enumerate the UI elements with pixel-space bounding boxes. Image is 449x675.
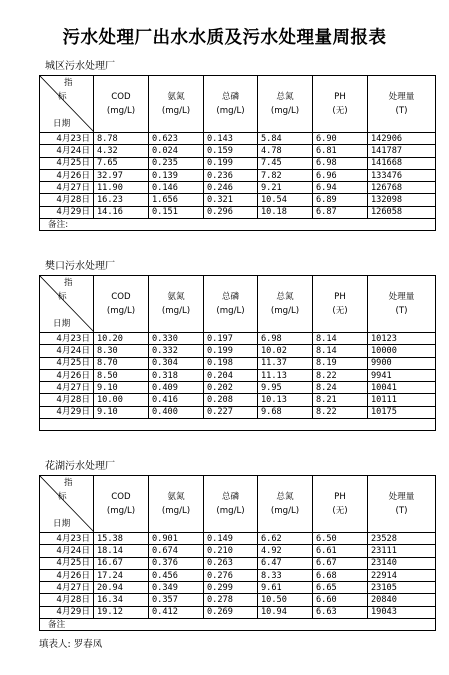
q-cell: 141668: [368, 157, 436, 169]
table-row: [40, 406, 436, 418]
cod-cell: 4.32: [94, 145, 149, 157]
q-cell: 22914: [368, 569, 436, 581]
tp-cell: 0.269: [204, 606, 258, 618]
cod-cell: 16.23: [94, 194, 149, 206]
tp-cell: 0.276: [204, 569, 258, 581]
table-row: [40, 569, 436, 581]
q-cell: 23111: [368, 545, 436, 557]
data-table: [39, 75, 436, 231]
nh-cell: 0.400: [149, 406, 204, 418]
cod-cell: 11.90: [94, 182, 149, 194]
tp-cell: 0.204: [204, 369, 258, 381]
date-cell: 4月24日: [40, 345, 94, 357]
column-name: 总磷: [221, 92, 240, 102]
column-header: [368, 476, 436, 533]
table-row: [40, 557, 436, 569]
nh-cell: 0.146: [149, 182, 204, 194]
q-cell: 126058: [368, 206, 436, 218]
cod-cell: 20.94: [94, 582, 149, 594]
column-header: [368, 276, 436, 333]
date-cell: 4月28日: [40, 394, 94, 406]
tn-cell: 11.37: [258, 357, 313, 369]
tp-cell: 0.263: [204, 557, 258, 569]
date-cell: 4月23日: [40, 133, 94, 145]
ph-cell: 8.24: [313, 382, 368, 394]
date-cell: 4月29日: [40, 406, 94, 418]
corner-label-mid: 标: [58, 92, 67, 102]
tn-cell: 4.78: [258, 145, 313, 157]
note-row: [40, 219, 436, 231]
tn-cell: 10.94: [258, 606, 313, 618]
tn-cell: 9.68: [258, 406, 313, 418]
ph-cell: 6.81: [313, 145, 368, 157]
q-cell: 10000: [368, 345, 436, 357]
header-row: [40, 76, 436, 133]
cod-cell: 18.14: [94, 545, 149, 557]
tp-cell: 0.197: [204, 333, 258, 345]
corner-label-bottom: 日期: [53, 119, 71, 129]
tn-cell: 5.84: [258, 133, 313, 145]
table-row: [40, 145, 436, 157]
tn-cell: 10.02: [258, 345, 313, 357]
ph-cell: 6.63: [313, 606, 368, 618]
corner-header: [40, 76, 94, 133]
tp-cell: 0.149: [204, 533, 258, 545]
nh-cell: 0.139: [149, 169, 204, 181]
table-row: [40, 545, 436, 557]
tn-cell: 11.13: [258, 369, 313, 381]
tn-cell: 10.50: [258, 594, 313, 606]
tn-cell: 9.95: [258, 382, 313, 394]
q-cell: 9900: [368, 357, 436, 369]
column-header: [258, 76, 313, 133]
table-row: [40, 594, 436, 606]
ph-cell: 6.90: [313, 133, 368, 145]
column-name: 氨氮: [167, 292, 185, 302]
tp-cell: 0.199: [204, 345, 258, 357]
column-unit: (T): [395, 306, 408, 316]
cod-cell: 8.30: [94, 345, 149, 357]
note-row: [40, 419, 436, 431]
q-cell: 9941: [368, 369, 436, 381]
tn-cell: 9.21: [258, 182, 313, 194]
nh-cell: 0.349: [149, 582, 204, 594]
column-header: [149, 276, 204, 333]
corner-header: [40, 476, 94, 533]
section-1: [39, 59, 435, 231]
column-unit: (无): [332, 106, 348, 116]
cod-cell: 17.24: [94, 569, 149, 581]
ph-cell: 6.67: [313, 557, 368, 569]
corner-label-bottom: 日期: [53, 319, 71, 329]
tn-cell: 6.62: [258, 533, 313, 545]
nh-cell: 0.376: [149, 557, 204, 569]
ph-cell: 6.98: [313, 157, 368, 169]
column-header: [313, 276, 368, 333]
tn-cell: 4.92: [258, 545, 313, 557]
tp-cell: 0.227: [204, 406, 258, 418]
tn-cell: 6.98: [258, 333, 313, 345]
ph-cell: 6.96: [313, 169, 368, 181]
table-row: [40, 206, 436, 218]
tp-cell: 0.321: [204, 194, 258, 206]
section-name: 樊口污水处理厂: [45, 261, 115, 272]
q-cell: 19043: [368, 606, 436, 618]
nh-cell: 0.024: [149, 145, 204, 157]
column-unit: (mg/L): [161, 106, 191, 116]
ph-cell: 6.65: [313, 582, 368, 594]
column-unit: (无): [332, 306, 348, 316]
column-header: [258, 276, 313, 333]
corner-label-bottom: 日期: [53, 519, 71, 529]
ph-cell: 8.22: [313, 406, 368, 418]
column-header: [204, 76, 258, 133]
cod-cell: 32.97: [94, 169, 149, 181]
date-cell: 4月27日: [40, 182, 94, 194]
nh-cell: 0.456: [149, 569, 204, 581]
column-unit: (mg/L): [106, 306, 136, 316]
column-header: [94, 476, 149, 533]
cod-cell: 19.12: [94, 606, 149, 618]
table-row: [40, 333, 436, 345]
header-row: [40, 276, 436, 333]
nh-cell: 0.901: [149, 533, 204, 545]
table-row: [40, 182, 436, 194]
section-3: [39, 459, 435, 631]
tn-cell: 10.54: [258, 194, 313, 206]
tp-cell: 0.246: [204, 182, 258, 194]
cod-cell: 15.38: [94, 533, 149, 545]
column-name: 处理量: [388, 292, 415, 302]
column-unit: (无): [332, 506, 348, 516]
date-cell: 4月25日: [40, 557, 94, 569]
nh-cell: 0.416: [149, 394, 204, 406]
column-unit: (mg/L): [161, 306, 191, 316]
column-header: [204, 276, 258, 333]
table-row: [40, 582, 436, 594]
nh-cell: 0.318: [149, 369, 204, 381]
column-name: 氨氮: [167, 92, 185, 102]
cod-cell: 8.78: [94, 133, 149, 145]
table-row: [40, 369, 436, 381]
cod-cell: 7.65: [94, 157, 149, 169]
ph-cell: 8.19: [313, 357, 368, 369]
section-2: [39, 259, 435, 431]
report-title: 污水处理厂出水水质及污水处理量周报表: [62, 28, 387, 48]
table-row: [40, 345, 436, 357]
nh-cell: 0.235: [149, 157, 204, 169]
tn-cell: 10.18: [258, 206, 313, 218]
cod-cell: 10.20: [94, 333, 149, 345]
tn-cell: 9.61: [258, 582, 313, 594]
nh-cell: 0.412: [149, 606, 204, 618]
nh-cell: 0.330: [149, 333, 204, 345]
cod-cell: 10.00: [94, 394, 149, 406]
tp-cell: 0.278: [204, 594, 258, 606]
tp-cell: 0.296: [204, 206, 258, 218]
ph-cell: 6.87: [313, 206, 368, 218]
filler-signature: 填表人: 罗春凤: [39, 639, 103, 650]
date-cell: 4月27日: [40, 382, 94, 394]
nh-cell: 0.151: [149, 206, 204, 218]
date-cell: 4月26日: [40, 569, 94, 581]
cod-cell: 8.70: [94, 357, 149, 369]
q-cell: 10111: [368, 394, 436, 406]
q-cell: 133476: [368, 169, 436, 181]
column-unit: (mg/L): [216, 306, 245, 316]
column-unit: (mg/L): [270, 106, 300, 116]
column-header: [149, 476, 204, 533]
column-unit: (T): [395, 506, 408, 516]
column-name: 处理量: [388, 92, 415, 102]
tp-cell: 0.236: [204, 169, 258, 181]
section-name: 城区污水处理厂: [45, 61, 115, 72]
column-name: COD: [111, 92, 131, 102]
column-unit: (mg/L): [106, 106, 136, 116]
date-cell: 4月29日: [40, 206, 94, 218]
tp-cell: 0.210: [204, 545, 258, 557]
table-row: [40, 157, 436, 169]
note-cell: [40, 419, 436, 431]
q-cell: 126768: [368, 182, 436, 194]
tp-cell: 0.202: [204, 382, 258, 394]
table-row: [40, 606, 436, 618]
tp-cell: 0.198: [204, 357, 258, 369]
table-row: [40, 194, 436, 206]
column-name: 总氮: [276, 292, 294, 302]
ph-cell: 8.21: [313, 394, 368, 406]
column-header: [313, 76, 368, 133]
nh-cell: 1.656: [149, 194, 204, 206]
cod-cell: 14.16: [94, 206, 149, 218]
table-row: [40, 382, 436, 394]
q-cell: 10041: [368, 382, 436, 394]
date-cell: 4月26日: [40, 169, 94, 181]
note-cell: 备注: [40, 619, 436, 631]
column-name: PH: [334, 92, 346, 102]
column-unit: (mg/L): [270, 306, 300, 316]
data-table: [39, 475, 436, 631]
ph-cell: 6.89: [313, 194, 368, 206]
column-header: [94, 276, 149, 333]
column-header: [204, 476, 258, 533]
column-unit: (mg/L): [106, 506, 136, 516]
date-cell: 4月23日: [40, 333, 94, 345]
data-table: [39, 275, 436, 431]
column-name: PH: [334, 492, 346, 502]
tp-cell: 0.199: [204, 157, 258, 169]
cod-cell: 9.10: [94, 406, 149, 418]
date-cell: 4月28日: [40, 194, 94, 206]
column-header: [149, 76, 204, 133]
tn-cell: 6.47: [258, 557, 313, 569]
column-name: PH: [334, 292, 346, 302]
q-cell: 23528: [368, 533, 436, 545]
q-cell: 10175: [368, 406, 436, 418]
corner-label-mid: 标: [58, 492, 67, 502]
column-unit: (T): [395, 106, 408, 116]
column-name: 总磷: [221, 492, 240, 502]
corner-label-top: 指: [64, 478, 73, 488]
corner-label-top: 指: [64, 78, 73, 88]
ph-cell: 6.61: [313, 545, 368, 557]
tn-cell: 7.45: [258, 157, 313, 169]
column-header: [313, 476, 368, 533]
cod-cell: 8.50: [94, 369, 149, 381]
note-cell: 备注:: [40, 219, 436, 231]
q-cell: 20840: [368, 594, 436, 606]
q-cell: 141787: [368, 145, 436, 157]
tp-cell: 0.208: [204, 394, 258, 406]
date-cell: 4月25日: [40, 357, 94, 369]
column-header: [94, 76, 149, 133]
table-row: [40, 357, 436, 369]
tp-cell: 0.143: [204, 133, 258, 145]
date-cell: 4月29日: [40, 606, 94, 618]
column-name: COD: [111, 292, 131, 302]
tn-cell: 10.13: [258, 394, 313, 406]
ph-cell: 6.60: [313, 594, 368, 606]
date-cell: 4月28日: [40, 594, 94, 606]
cod-cell: 16.67: [94, 557, 149, 569]
date-cell: 4月27日: [40, 582, 94, 594]
header-row: [40, 476, 436, 533]
column-unit: (mg/L): [270, 506, 300, 516]
nh-cell: 0.409: [149, 382, 204, 394]
q-cell: 142906: [368, 133, 436, 145]
ph-cell: 8.14: [313, 345, 368, 357]
nh-cell: 0.332: [149, 345, 204, 357]
date-cell: 4月24日: [40, 545, 94, 557]
note-row: [40, 619, 436, 631]
table-row: [40, 394, 436, 406]
date-cell: 4月24日: [40, 145, 94, 157]
corner-header: [40, 276, 94, 333]
column-name: 氨氮: [167, 492, 185, 502]
section-name: 花湖污水处理厂: [45, 461, 115, 472]
corner-label-top: 指: [64, 278, 73, 288]
corner-label-mid: 标: [58, 292, 67, 302]
date-cell: 4月25日: [40, 157, 94, 169]
column-name: 总氮: [276, 492, 294, 502]
ph-cell: 8.22: [313, 369, 368, 381]
column-unit: (mg/L): [216, 506, 245, 516]
q-cell: 10123: [368, 333, 436, 345]
cod-cell: 16.34: [94, 594, 149, 606]
column-unit: (mg/L): [161, 506, 191, 516]
column-header: [258, 476, 313, 533]
nh-cell: 0.674: [149, 545, 204, 557]
ph-cell: 6.94: [313, 182, 368, 194]
tn-cell: 7.82: [258, 169, 313, 181]
table-row: [40, 169, 436, 181]
nh-cell: 0.623: [149, 133, 204, 145]
ph-cell: 6.68: [313, 569, 368, 581]
q-cell: 23105: [368, 582, 436, 594]
column-name: 处理量: [388, 492, 415, 502]
column-name: 总氮: [276, 92, 294, 102]
tp-cell: 0.159: [204, 145, 258, 157]
column-header: [368, 76, 436, 133]
nh-cell: 0.304: [149, 357, 204, 369]
ph-cell: 6.50: [313, 533, 368, 545]
nh-cell: 0.357: [149, 594, 204, 606]
tn-cell: 8.33: [258, 569, 313, 581]
column-name: COD: [111, 492, 131, 502]
column-name: 总磷: [221, 292, 240, 302]
tp-cell: 0.299: [204, 582, 258, 594]
ph-cell: 8.14: [313, 333, 368, 345]
date-cell: 4月23日: [40, 533, 94, 545]
q-cell: 23140: [368, 557, 436, 569]
column-unit: (mg/L): [216, 106, 245, 116]
q-cell: 132098: [368, 194, 436, 206]
cod-cell: 9.10: [94, 382, 149, 394]
date-cell: 4月26日: [40, 369, 94, 381]
table-row: [40, 533, 436, 545]
table-row: [40, 133, 436, 145]
